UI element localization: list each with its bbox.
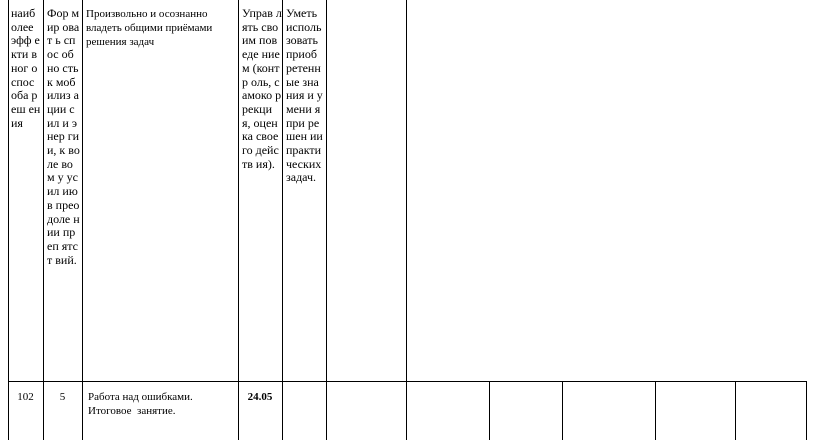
row-hours: 5 [59,391,66,403]
table-divider [238,0,239,440]
table-divider [282,0,283,440]
table-divider [655,381,656,440]
cell-text-col4: Управ лять своим поведе нием (контр оль, самоко ррекци я, оценка своего действ ия). [242,6,282,171]
cell-text-col5: Уметь исполь зовать приоб ретенн ые знания и умени я при решен ии практи ческих задач. [286,6,323,185]
table-divider [43,0,44,440]
table-divider [562,381,563,440]
cell-text-col3: Произвольно и осознанно владеть общими приёмами решения задач [86,8,213,48]
row-topic-line1: Работа над ошибками. [88,391,193,403]
table-border-left [8,0,9,440]
row-date: 24.05 [247,391,273,403]
cell-text-col2: Фор мир оват ь спос обно сть к моб илиз ации сил и энер гии, к воле вом у усил ию в прео доле нии преп ятст вий. [47,6,80,267]
table-divider [406,0,407,381]
cell-text-col1: наиб олее эфф екти вног о спос оба реш ения [11,6,41,130]
table-divider [326,0,327,440]
table-divider [735,381,736,440]
table-divider [82,0,83,440]
table-divider [489,381,490,440]
table-row-divider [8,381,807,382]
table-divider [406,381,407,440]
row-topic-line2: Итоговое занятие. [88,405,176,417]
row-number: 102 [17,391,34,403]
table-border-right [806,381,807,440]
